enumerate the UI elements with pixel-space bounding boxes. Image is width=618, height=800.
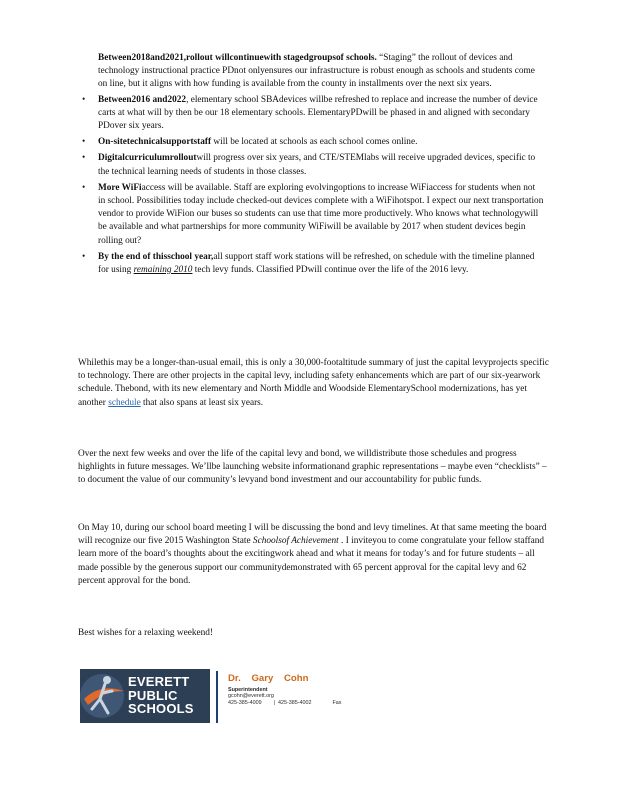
list-item [82,136,544,149]
bullet-text: “Staging” the rollout of devices and technology instructional practice PDnot onlyensures our infrastructure is robust enough as schools and students come on line, but it aligns with how funding is available from the county in installments over the next six years. [98,53,535,90]
logo-word: SCHOOLS [128,701,194,716]
contact-block [228,673,341,706]
distribution-paragraph: Over the next few weeks and over the life of the capital levy and bond, we willdistribute those schedules and progress highlights in future messages. We’llbe launching website informationand graphic representations – maybe even “checklists” – to document the value of our community’s levyand bond investment and our accountability for public funds. [78,449,547,486]
signer-title: Superintendent [228,687,268,693]
list-item [82,182,544,248]
signer-phones: 425-385-4009 | 425-385-4002 Fax [228,700,342,706]
list-item [82,152,544,178]
bullet-dot: • [82,251,86,262]
bullet-text: will progress over six years, and CTE/STEMlabs will receive upgraded devices, specific to the technical learning needs of students in those classes. [98,153,536,177]
bullet-text: all support staff work stations will be refreshed, on schedule with the timeline planned for using [98,251,535,276]
logo-word: EVERETT [128,674,190,689]
logo-word: PUBLIC [128,687,178,703]
list-item [82,251,544,277]
bullet-lead: More WiFi [98,182,142,193]
board-meeting-paragraph: On May 10, during our school board meeting I will be discussing the bond and levy timelines. At that same meeting the board will recognize our five 2015 Washington State Schoolsof Achievement . I inviteyou to come congratulate your fellow staffand learn more of the board’s thoughts about the excitingwork ahead and what it means for today’s and for future students – all made possible by the generous support our communitydemonstrated with 65 percent approval for the capital levy and 62 percent approval for the bond. [78,523,547,586]
bullet-italic-text: remaining 2010 [133,265,193,276]
bullet-lead: Between2018and2021,rollout willcontinuewith stagedgroupsof schools. [98,53,377,63]
signature-divider [216,671,218,723]
bullet-text: will be located at schools as each school comes online. [211,137,418,148]
list-item [92,52,544,92]
bullet-text: tech levy funds. Classified PDwill continue over the life of the 2016 levy. [192,265,469,276]
technology-bullet-list [82,52,544,280]
bullet-lead: Between2016 and2022 [98,94,187,105]
schools-of-achievement-text: Schoolsof Achievement [252,536,339,547]
schedule-link[interactable]: schedule [108,397,141,408]
everett-public-schools-logo [80,669,210,723]
signer-email[interactable]: gcohn@everett.org [228,693,274,699]
bullet-text: access will be available. Staff are exploring evolvingoptions to increase WiFiaccess for students when not in school. Possibilities today include checked-out devices complete with a WiFihotspot. I expect our next transportation vendor to provide WiFion our buses so students can use that time more productively. Who knows what technologywill be available and what partnerships for more community WiFiwill be available by 2017 when student devices begin rolling out? [98,182,544,246]
bullet-dot: • [82,153,86,164]
list-item [82,94,544,134]
closing-line: Best wishes for a relaxing weekend! [78,628,214,638]
bullet-dot: • [82,94,86,105]
bullet-text: , elementary school SBAdevices willbe refreshed to replace and increase the number of device carts at what will by then be our 18 elementary schools. ElementaryPDwill be phased in and aligned with secondary PDover six years. [98,94,538,132]
signer-name: Dr. Gary Cohn [228,673,309,684]
summary-paragraph: Whilethis may be a longer-than-usual email, this is only a 30,000-footaltitude summary of just the capital levyprojects specific to technology. There are other projects in the capital levy, including safety enhancements which are part of our six-yearwork schedule. Thebond, with its new elementary and North Middle and Woodside ElementarySchool modernizations, has yet another schedule that also spans at least six years. [78,358,549,408]
bullet-lead: Digitalcurriculumrollout [98,153,197,164]
bullet-dot: • [82,182,86,193]
bullet-lead: By the end of thisschool year, [98,251,214,262]
bullet-dot: • [82,137,86,148]
email-signature [80,667,540,727]
bullet-lead: On-sitetechnicalsupportstaff [98,137,212,148]
